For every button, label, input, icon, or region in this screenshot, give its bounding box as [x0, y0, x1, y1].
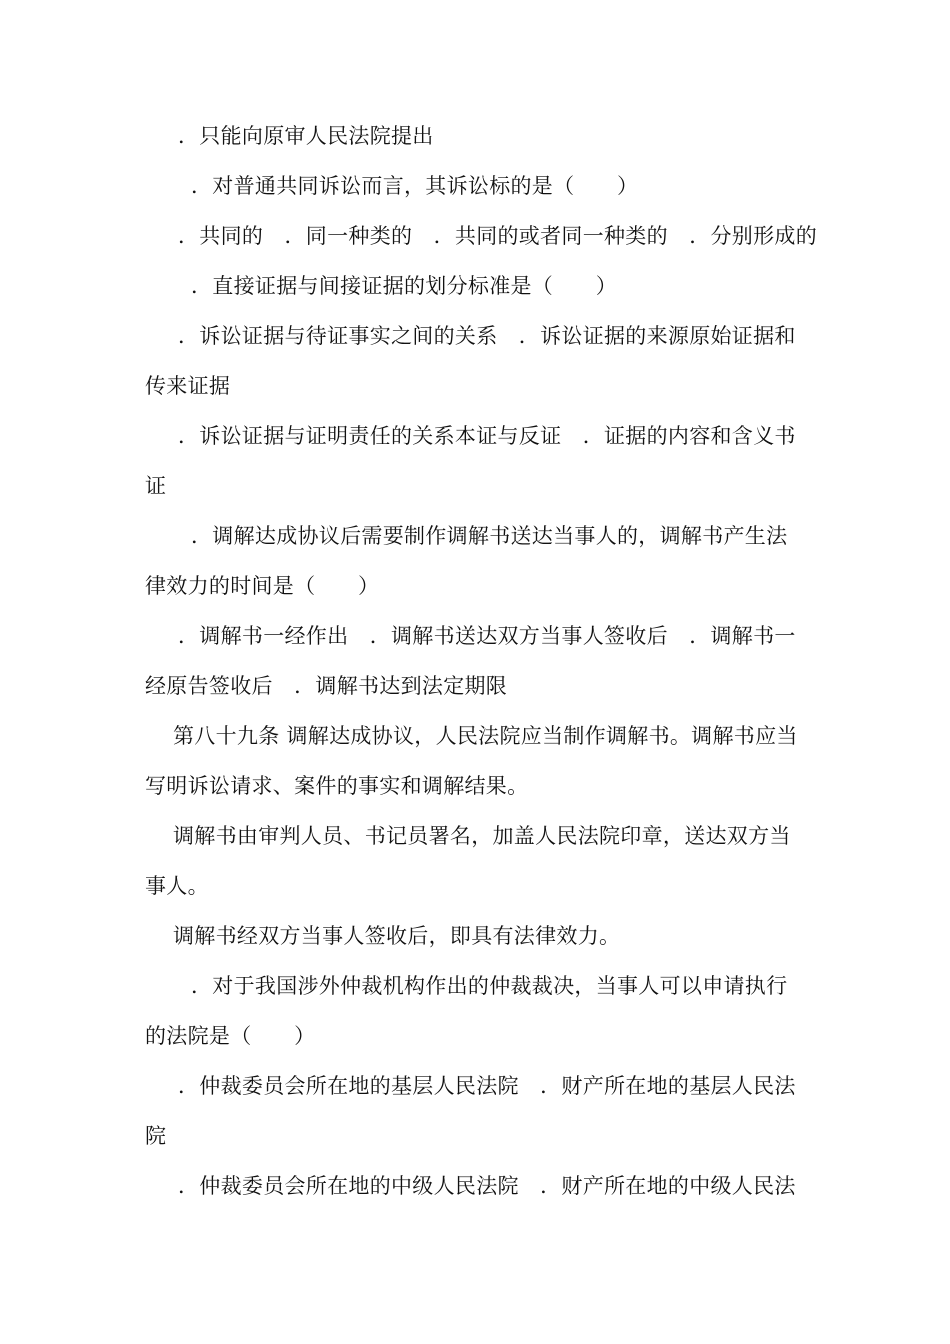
options-line-continued: 院 [145, 1124, 167, 1148]
question-line: ．对普通共同诉讼而言，其诉讼标的是（ ） [191, 174, 639, 198]
question-line: ．调解达成协议后需要制作调解书送达当事人的，调解书产生法 [191, 524, 788, 548]
options-line: ．仲裁委员会所在地的中级人民法院 ．财产所在地的中级人民法 [178, 1174, 796, 1198]
options-line-continued: 传来证据 [145, 374, 231, 398]
question-line-continued: 的法院是（ ） [145, 1024, 316, 1048]
question-line: ．直接证据与间接证据的划分标准是（ ） [191, 274, 617, 298]
question-line: ．对于我国涉外仲裁机构作出的仲裁裁决，当事人可以申请执行 [191, 974, 788, 998]
text-line: ．只能向原审人民法院提出 [178, 124, 434, 148]
article-line-continued: 写明诉讼请求、案件的事实和调解结果。 [145, 774, 529, 798]
options-line: ．共同的 ．同一种类的 ．共同的或者同一种类的 ．分别形成的 [178, 224, 817, 248]
options-line: ．调解书一经作出 ．调解书送达双方当事人签收后 ．调解书一 [178, 624, 796, 648]
options-line-continued: 经原告签收后 ．调解书达到法定期限 [145, 674, 508, 698]
article-line: 调解书由审判人员、书记员署名，加盖人民法院印章，送达双方当 [173, 824, 791, 848]
options-line: ．诉讼证据与证明责任的关系本证与反证 ．证据的内容和含义书 [178, 424, 796, 448]
article-line-continued: 事人。 [145, 874, 209, 898]
options-line: ．诉讼证据与待证事实之间的关系 ．诉讼证据的来源原始证据和 [178, 324, 796, 348]
options-line-continued: 证 [145, 474, 167, 498]
question-line-continued: 律效力的时间是（ ） [145, 574, 380, 598]
article-line: 调解书经双方当事人签收后，即具有法律效力。 [173, 924, 621, 948]
article-line: 第八十九条 调解达成协议，人民法院应当制作调解书。调解书应当 [173, 724, 798, 748]
options-line: ．仲裁委员会所在地的基层人民法院 ．财产所在地的基层人民法 [178, 1074, 796, 1098]
